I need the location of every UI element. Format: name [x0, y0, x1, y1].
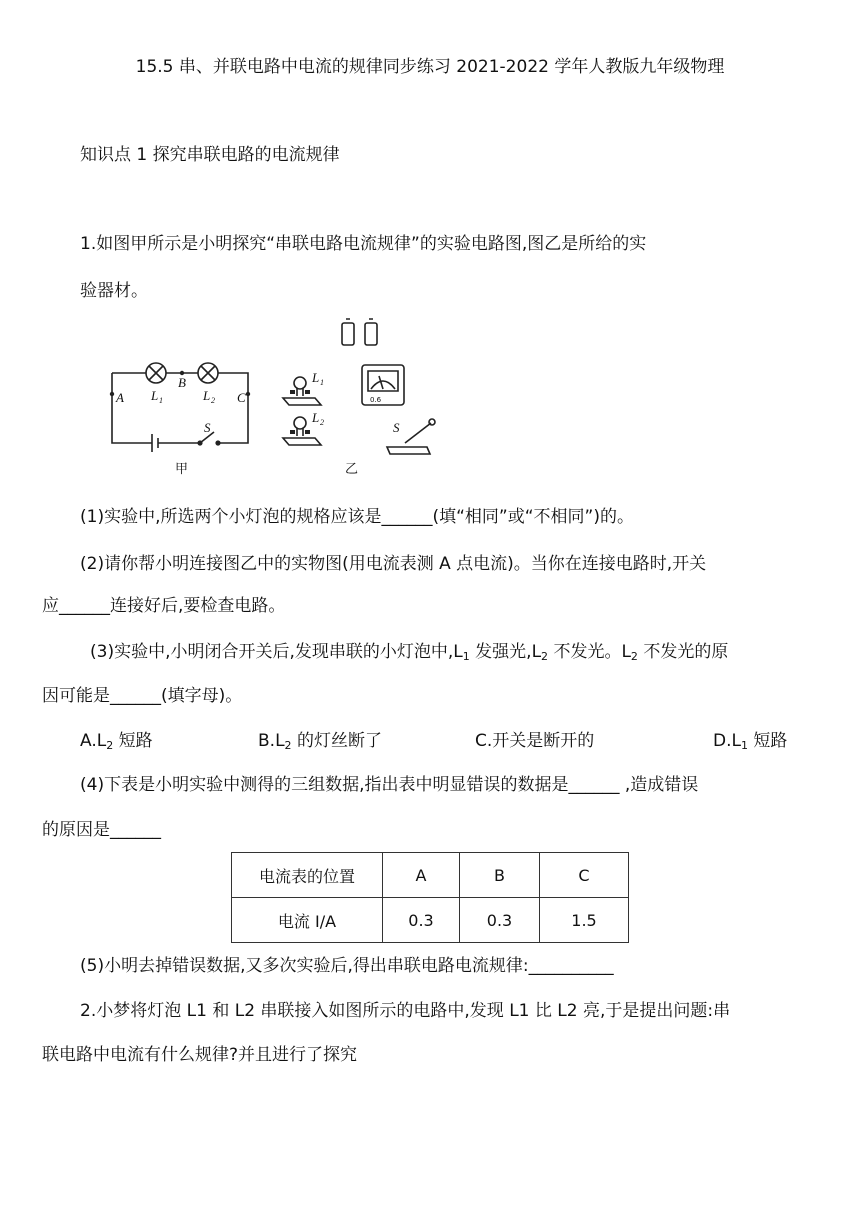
circuit-figure: [100, 310, 440, 480]
table-cell: 电流 I/A: [232, 898, 383, 943]
q2-line1: 2.小梦将灯泡 L1 和 L2 串联接入如图所示的电路中,发现 L1 比 L2 亮,于是提出问题:串: [80, 1001, 731, 1021]
q1-part2-line2: 应______连接好后,要检查电路。: [42, 596, 286, 616]
q1-part3-line1: (3)实验中,小明闭合开关后,发现串联的小灯泡中$,L_1$ 发强光$,L_2$ 不发光。$L_2$ 不发光的原: [90, 642, 729, 663]
label-l1: L: [151, 388, 159, 403]
q1-part5: (5)小明去掉错误数据,又多次实验后,得出串联电路电流规律:__________: [80, 956, 614, 976]
q1-part4-line1: (4)下表是小明实验中测得的三组数据,指出表中明显错误的数据是______ ,造成错误: [80, 775, 699, 795]
svg-text:S: S: [393, 420, 400, 435]
svg-text:0.6: 0.6: [370, 396, 382, 404]
table-cell: A: [383, 853, 460, 898]
section-heading: 知识点 1 探究串联电路的电流规律: [80, 145, 340, 165]
table-cell: 1.5: [540, 898, 629, 943]
label-yi: 乙: [345, 462, 359, 477]
q1-part1: (1)实验中,所选两个小灯泡的规格应该是______(填“相同”或“不相同”)的。: [80, 507, 634, 527]
svg-text:1: 1: [159, 396, 163, 405]
label-c: C: [237, 390, 246, 405]
q1-part2-line1: (2)请你帮小明连接图乙中的实物图(用电流表测 A 点电流)。当你在连接电路时,开关: [80, 554, 707, 574]
table-cell: 0.3: [460, 898, 540, 943]
svg-text:L: L: [312, 410, 320, 425]
q1-intro-line1: 1.如图甲所示是小明探究“串联电路电流规律”的实验电路图,图乙是所给的实: [80, 234, 647, 254]
table-cell: C: [540, 853, 629, 898]
option-c: C.开关是断开的: [475, 731, 595, 751]
q2-line2: 联电路中电流有什么规律?并且进行了探究: [42, 1045, 358, 1065]
label-l2: L: [203, 388, 211, 403]
svg-text:2: 2: [211, 396, 215, 405]
document-title: 15.5 串、并联电路中电流的规律同步练习 2021-2022 学年人教版九年级物理: [135, 57, 725, 77]
label-a: A: [116, 390, 124, 405]
option-b: $B.L_2$ 的灯丝断了: [258, 731, 382, 752]
q1-part3-line2: 因可能是______(填字母)。: [42, 686, 243, 706]
svg-text:L: L: [312, 370, 320, 385]
q1-part4-line2: 的原因是______: [42, 820, 161, 840]
label-jia: 甲: [175, 462, 189, 477]
table-cell: 电流表的位置: [232, 853, 383, 898]
table-cell: B: [460, 853, 540, 898]
option-d: $D.L_1$ 短路: [713, 731, 788, 752]
table-cell: 0.3: [383, 898, 460, 943]
svg-text:2: 2: [320, 418, 324, 427]
label-s: S: [204, 420, 211, 435]
q1-intro-line2: 验器材。: [80, 281, 148, 301]
table-row: [232, 853, 629, 898]
current-data-table: [231, 852, 629, 943]
option-a: $A.L_2$ 短路: [80, 731, 153, 752]
svg-text:1: 1: [320, 378, 324, 387]
label-b: B: [178, 375, 186, 390]
table-row: [232, 898, 629, 943]
